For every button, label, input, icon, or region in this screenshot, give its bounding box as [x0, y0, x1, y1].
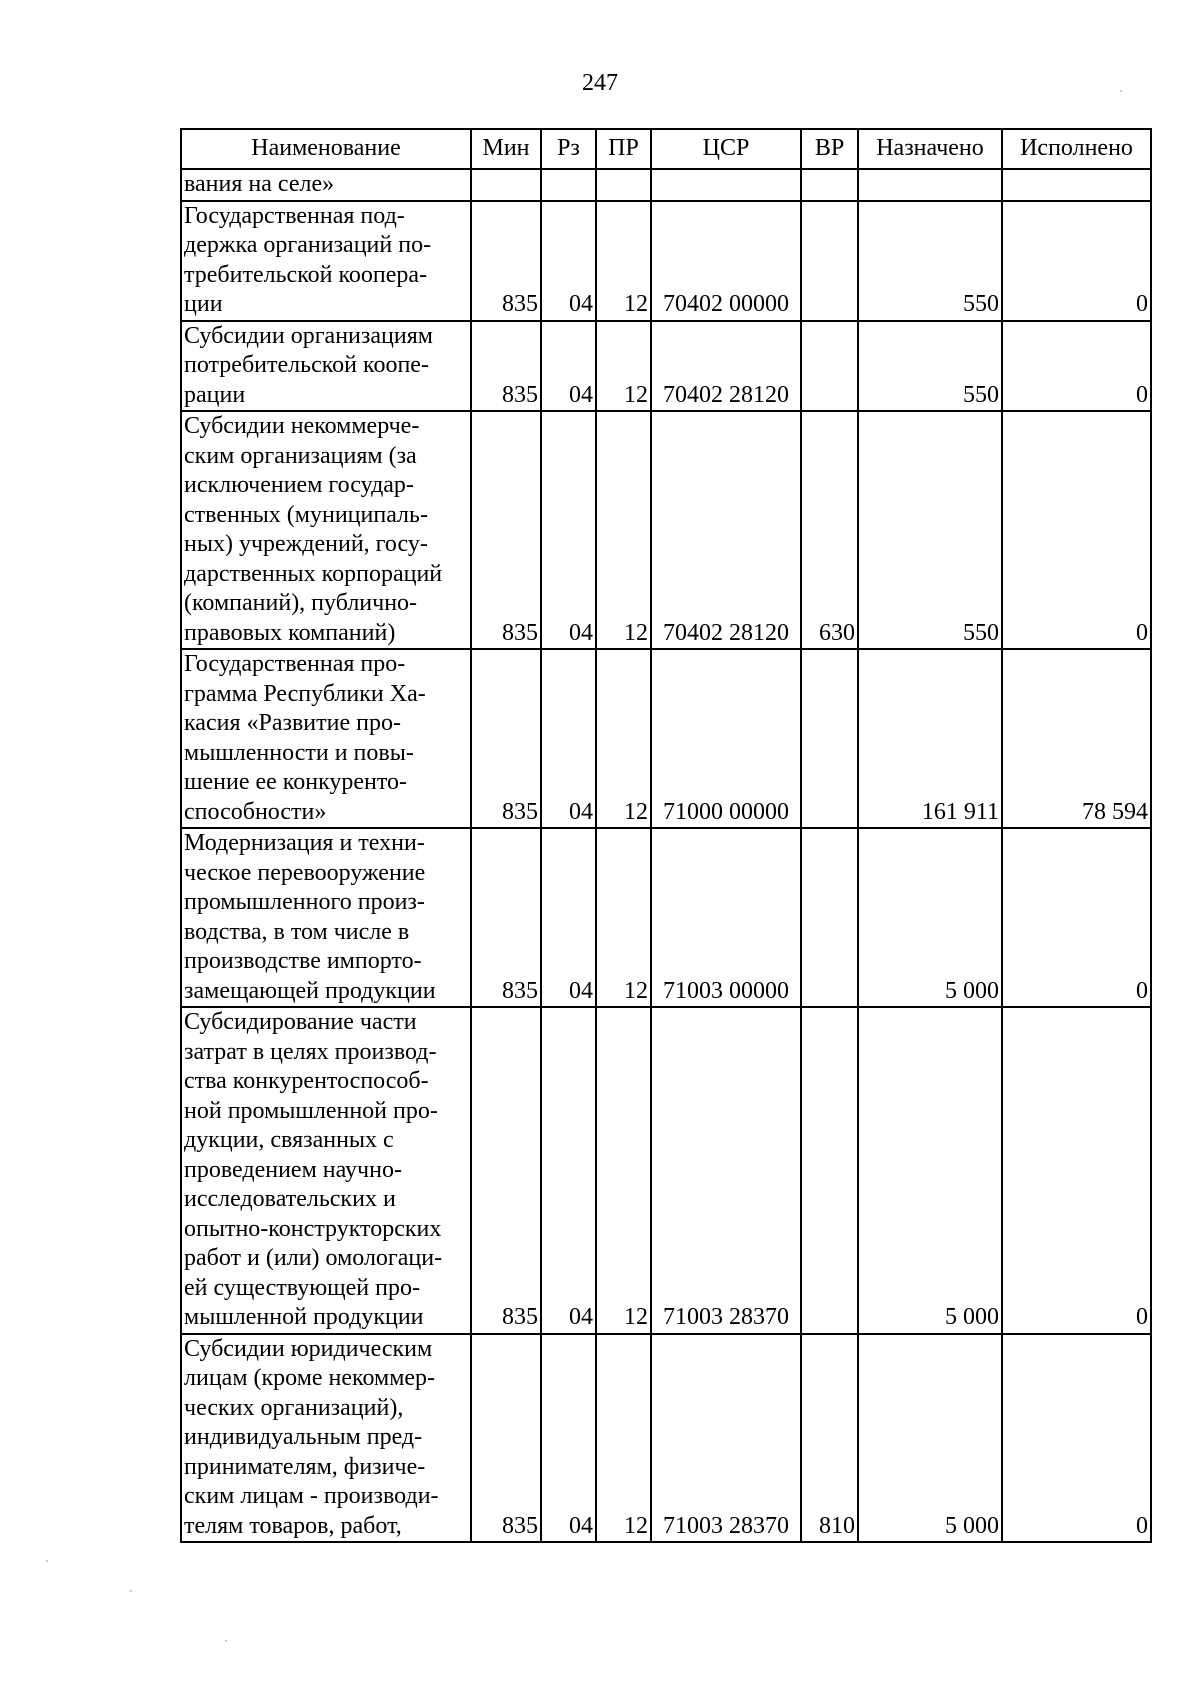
cell-pr: 12 — [596, 1007, 651, 1334]
cell-vr — [801, 1007, 858, 1334]
table-body — [181, 169, 1151, 1542]
cell-rz: 04 — [541, 828, 596, 1007]
cell-pr: 12 — [596, 828, 651, 1007]
cell-vr — [801, 649, 858, 828]
header-vr: ВР — [801, 129, 858, 169]
cell-rz: 04 — [541, 1007, 596, 1334]
cell-min: 835 — [471, 649, 541, 828]
page-number: 247 — [582, 70, 618, 96]
cell-pr: 12 — [596, 201, 651, 321]
cell-rz: 04 — [541, 649, 596, 828]
table-row — [181, 201, 1151, 321]
cell-min: 835 — [471, 1007, 541, 1334]
scan-speck — [1120, 90, 1122, 92]
table-row — [181, 1007, 1151, 1334]
table-row — [181, 828, 1151, 1007]
cell-pr: 12 — [596, 411, 651, 649]
cell-rz — [541, 169, 596, 201]
cell-assigned: 550 — [858, 201, 1002, 321]
cell-rz: 04 — [541, 411, 596, 649]
budget-table — [180, 128, 1152, 1543]
table-row — [181, 169, 1151, 201]
cell-min: 835 — [471, 828, 541, 1007]
cell-assigned: 550 — [858, 321, 1002, 412]
cell-csr: 70402 28120 — [651, 411, 801, 649]
header-min: Мин — [471, 129, 541, 169]
cell-min: 835 — [471, 201, 541, 321]
cell-vr — [801, 201, 858, 321]
cell-executed: 0 — [1002, 411, 1151, 649]
table-row — [181, 321, 1151, 412]
cell-vr — [801, 169, 858, 201]
table-header-row — [181, 129, 1151, 169]
cell-csr: 71000 00000 — [651, 649, 801, 828]
cell-executed — [1002, 169, 1151, 201]
cell-csr: 70402 28120 — [651, 321, 801, 412]
cell-name: Субсидии организациям потребительской коопе- рации — [181, 321, 471, 412]
cell-executed: 0 — [1002, 201, 1151, 321]
cell-executed: 0 — [1002, 1007, 1151, 1334]
header-csr: ЦСР — [651, 129, 801, 169]
cell-pr: 12 — [596, 321, 651, 412]
table-row — [181, 411, 1151, 649]
cell-rz: 04 — [541, 201, 596, 321]
cell-csr — [651, 169, 801, 201]
cell-csr: 71003 00000 — [651, 828, 801, 1007]
cell-name: вания на селе» — [181, 169, 471, 201]
header-name: Наименование — [181, 129, 471, 169]
cell-executed: 0 — [1002, 1334, 1151, 1543]
scan-speck — [46, 1560, 48, 1562]
cell-vr — [801, 828, 858, 1007]
cell-csr: 71003 28370 — [651, 1334, 801, 1543]
scan-speck — [130, 1590, 132, 1592]
header-assigned: Назначено — [858, 129, 1002, 169]
cell-pr — [596, 169, 651, 201]
cell-assigned: 550 — [858, 411, 1002, 649]
cell-assigned: 5 000 — [858, 1334, 1002, 1543]
cell-pr: 12 — [596, 649, 651, 828]
header-executed: Исполнено — [1002, 129, 1151, 169]
cell-csr: 71003 28370 — [651, 1007, 801, 1334]
scan-speck — [225, 1640, 227, 1642]
cell-min: 835 — [471, 411, 541, 649]
cell-executed: 78 594 — [1002, 649, 1151, 828]
cell-assigned: 161 911 — [858, 649, 1002, 828]
header-rz: Рз — [541, 129, 596, 169]
cell-rz: 04 — [541, 1334, 596, 1543]
cell-min: 835 — [471, 1334, 541, 1543]
cell-name: Субсидии некоммерче- ским организациям (за исключением государ- ственных (муниципаль- ных) учреждений, госу- дарственных корпораций (компаний), публично- правовых компаний) — [181, 411, 471, 649]
cell-csr: 70402 00000 — [651, 201, 801, 321]
cell-name: Субсидии юридическим лицам (кроме некоммер- ческих организаций), индивидуальным пред- принимателям, физиче- ским лицам - производи- телям товаров, работ, — [181, 1334, 471, 1543]
cell-name: Модернизация и техни- ческое перевооружение промышленного произ- водства, в том числе в производстве импорто- замещающей продукции — [181, 828, 471, 1007]
cell-assigned: 5 000 — [858, 828, 1002, 1007]
cell-assigned — [858, 169, 1002, 201]
cell-min: 835 — [471, 321, 541, 412]
header-pr: ПР — [596, 129, 651, 169]
cell-executed: 0 — [1002, 321, 1151, 412]
cell-min — [471, 169, 541, 201]
table-row — [181, 649, 1151, 828]
cell-vr — [801, 321, 858, 412]
cell-assigned: 5 000 — [858, 1007, 1002, 1334]
cell-pr: 12 — [596, 1334, 651, 1543]
cell-vr: 810 — [801, 1334, 858, 1543]
cell-name: Государственная под- держка организаций по- требительской коопера- ции — [181, 201, 471, 321]
cell-vr: 630 — [801, 411, 858, 649]
cell-name: Государственная про- грамма Республики Ха- касия «Развитие про- мышленности и повы- шение ее конкуренто- способности» — [181, 649, 471, 828]
cell-name: Субсидирование части затрат в целях производ- ства конкурентоспособ- ной промышленной про- дукции, связанных с проведением научно- исследовательских и опытно-конструкторских работ и (или) омологаци- ей существующей про- мышленной продукции — [181, 1007, 471, 1334]
cell-executed: 0 — [1002, 828, 1151, 1007]
cell-rz: 04 — [541, 321, 596, 412]
table-row — [181, 1334, 1151, 1543]
